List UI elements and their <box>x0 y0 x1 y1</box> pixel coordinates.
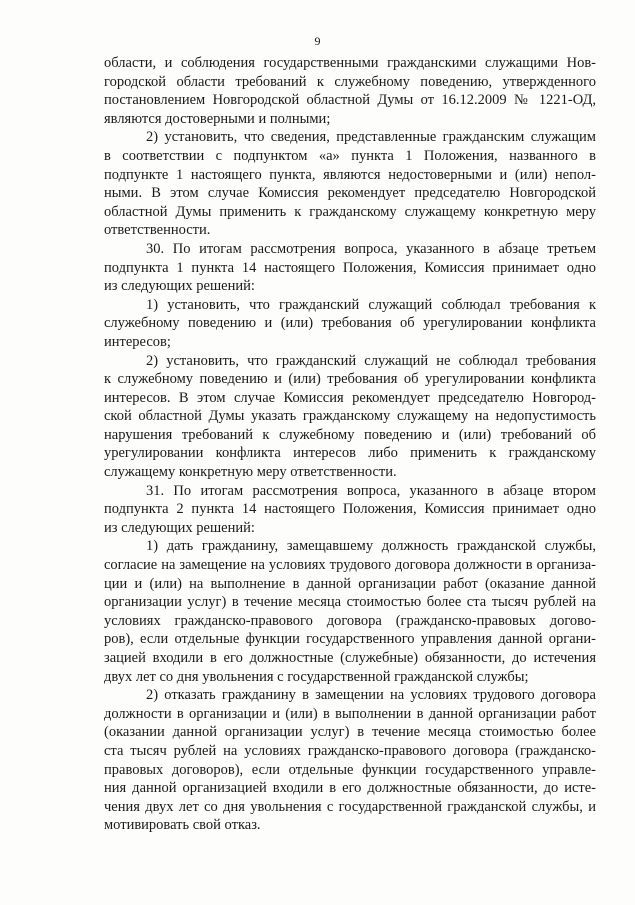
text-line: ответственности. <box>104 222 211 239</box>
text-line: урегулировании конфликта интересов либо применить к гражданскому <box>104 445 596 462</box>
text-line: (оказании данной организации услуг) в течение месяца стоимостью более <box>104 724 596 741</box>
text-line: ста тысяч рублей на условиях гражданско-правового договора (гражданско- <box>104 742 596 759</box>
text-line: правовых договоров), если отдельные функции государственного управле- <box>104 761 596 778</box>
text-line: ской областной Думы указать гражданскому служащему на недопустимость <box>104 408 596 425</box>
text-line: ния данной организацией входили в его должностные обязанности, до исте- <box>104 780 596 797</box>
text-line: подпункта 2 пункта 14 настоящего Положения, Комиссия принимает одно <box>104 501 596 518</box>
text-line: 2) установить, что гражданский служащий не соблюдал требования <box>146 352 596 369</box>
text-line: служащему конкретную меру ответственности. <box>104 464 397 481</box>
text-line: области, и соблюдения государственными гражданскими служащими Нов- <box>104 55 596 71</box>
text-line: 1) дать гражданину, замещавшему должность гражданской службы, <box>146 538 596 555</box>
text-line: городской области требований к служебному поведению, утвержденного <box>104 73 596 90</box>
text-line: чения двух лет со дня увольнения с государственной гражданской службы, и <box>104 798 596 815</box>
text-line: согласие на замещение на условиях трудового договора должности в организа- <box>104 557 596 574</box>
text-line: из следующих решений: <box>104 519 255 536</box>
text-line: областной Думы применить к гражданскому служащему конкретную меру <box>104 203 596 220</box>
text-line: ными. В этом случае Комиссия рекомендует председателю Новгородской <box>104 185 596 202</box>
text-line: интересов; <box>104 333 171 350</box>
text-line: являются достоверными и полными; <box>104 110 331 127</box>
text-line: ров), если отдельные функции государственного управления данной органи- <box>104 631 596 648</box>
text-line: нарушения требований к служебному поведению и (или) требований об <box>104 426 596 443</box>
text-line: постановлением Новгородской областной Думы от 16.12.2009 № 1221-ОД, <box>104 92 596 109</box>
text-line: служебному поведению и (или) требования об урегулировании конфликта <box>104 315 596 332</box>
text-line: должности в организации и (или) в выполнении в данной организации работ <box>104 705 596 722</box>
text-line: подпункта 1 пункта 14 настоящего Положения, Комиссия принимает одно <box>104 259 596 276</box>
text-line: интересов. В этом случае Комиссия рекомендует председателю Новгород- <box>104 389 596 406</box>
text-line: организации услуг) в течение месяца стоимостью более ста тысяч рублей на <box>104 594 596 611</box>
text-line: 1) установить, что гражданский служащий соблюдал требования к <box>146 296 596 313</box>
text-line: в соответствии с подпунктом «а» пункта 1 Положения, названного в <box>104 147 596 164</box>
page-number: 9 <box>314 34 321 48</box>
document-body <box>104 54 596 835</box>
text-line: 31. По итогам рассмотрения вопроса, указанного в абзаце втором <box>146 482 596 499</box>
text-line: зацией входили в его должностные (служебные) обязанности, до истечения <box>104 650 596 666</box>
text-line: ции и (или) на выполнение в данной организации работ (оказание данной <box>104 575 596 592</box>
text-line: 2) установить, что сведения, представленные гражданским служащим <box>146 129 596 146</box>
text-line: условиях гражданско-правового договора (гражданско-правовых догово- <box>104 612 596 629</box>
text-line: мотивировать свой отказ. <box>104 817 261 834</box>
text-line: из следующих решений: <box>104 278 255 295</box>
text-line: двух лет со дня увольнения с государственной гражданской службы; <box>104 668 529 685</box>
text-line: подпункте 1 настоящего пункта, являются недостоверными и (или) непол- <box>104 166 596 183</box>
text-line: к служебному поведению и (или) требования об урегулировании конфликта <box>104 371 596 388</box>
text-line: 30. По итогам рассмотрения вопроса, указанного в абзаце третьем <box>146 240 596 257</box>
text-line: 2) отказать гражданину в замещении на условиях трудового договора <box>146 687 596 704</box>
